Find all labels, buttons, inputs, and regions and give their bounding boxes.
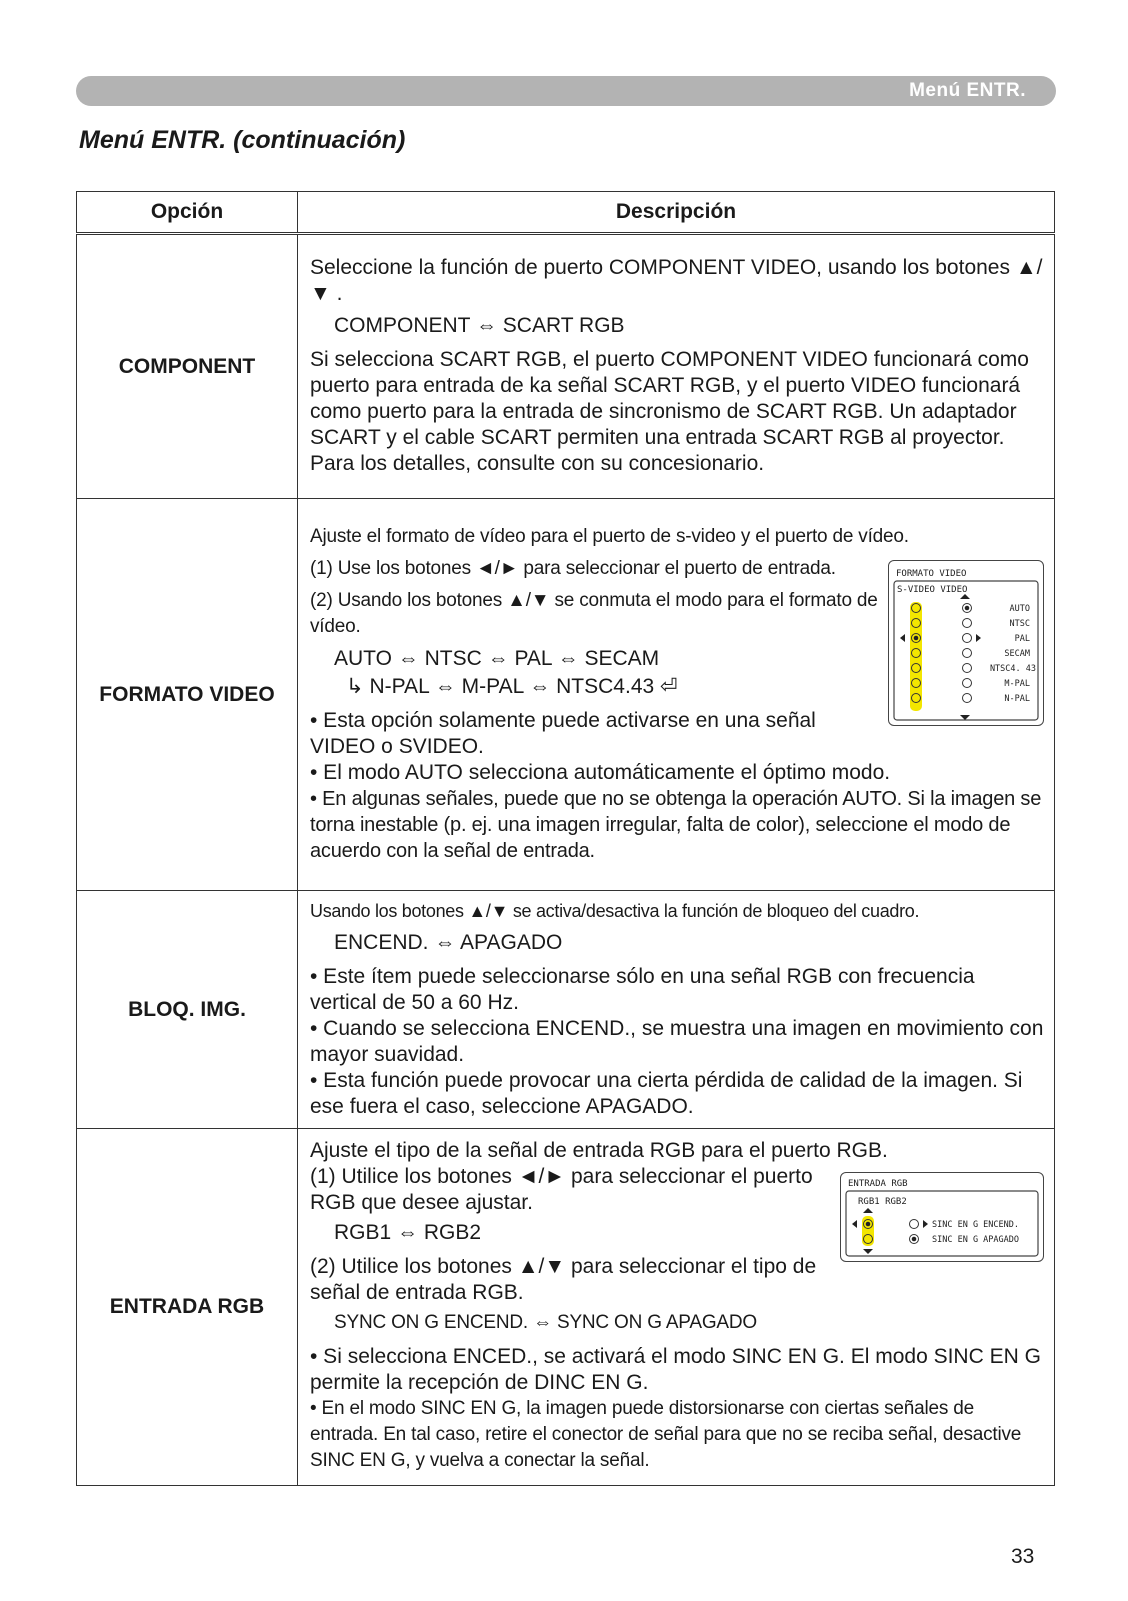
osd-title: FORMATO VIDEO [896, 568, 967, 579]
osd-right-arrow-icon [976, 634, 981, 642]
table-row-component [77, 234, 1055, 499]
page-number: 33 [1011, 1545, 1035, 1568]
component-intro: Seleccione la función de puerto COMPONENT VIDEO, usando los botones ▲/▼ . [310, 255, 1043, 305]
osd-video-selected [965, 605, 970, 610]
formato-video-osd-menu [888, 560, 1044, 726]
description-bloq-img [298, 891, 1055, 1129]
formato-note3: • En algunas señales, puede que no se obtenga la operación AUTO. Si la imagen se torna inestable (p. ej. una imagen irregular, falta de color), seleccione el modo de acuerdo con la señal de entrada. [310, 787, 1042, 862]
formato-step2: (2) Usando los botones ▲/▼ se conmuta el modo para el formato de vídeo. [310, 589, 878, 637]
entrada-rgb-osd-menu [840, 1172, 1044, 1262]
description-component [298, 234, 1055, 499]
table-row-entrada-rgb [77, 1129, 1055, 1486]
entrada-rgb-osd-graphic [844, 1176, 1040, 1258]
rgb-osd-option: SINC EN G APAGADO [932, 1235, 1019, 1245]
rgb-osd-option: SINC EN G ENCEND. [932, 1220, 1019, 1230]
rgb-osd-down-arrow-icon [863, 1249, 873, 1254]
bloq-intro: Usando los botones ▲/▼ se activa/desactiva la función de bloqueo del cuadro. [310, 900, 920, 921]
rgb-note1: • Si selecciona ENCED., se activará el modo SINC EN G. El modo SINC EN G permite la recepción de DINC EN G. [310, 1345, 1041, 1394]
rgb-intro: Ajuste el tipo de la señal de entrada RGB para el puerto RGB. [310, 1139, 888, 1162]
wrap-start-arrow-icon: ↳ [346, 674, 364, 698]
description-entrada-rgb [298, 1129, 1055, 1486]
osd-left-arrow-icon [900, 634, 905, 642]
rgb-osd-left-arrow-icon [852, 1220, 857, 1228]
bloq-note1: • Este ítem puede seleccionarse sólo en una señal RGB con frecuencia vertical de 50 a 60 Hz. [310, 964, 975, 1014]
column-header-description: Descripción [298, 192, 1055, 234]
osd-option: PAL [1014, 633, 1030, 644]
option-entrada-rgb: ENTRADA RGB [77, 1129, 298, 1486]
formato-video-osd-graphic [892, 564, 1040, 722]
wrap-return-arrow-icon: ⏎ [660, 674, 678, 698]
rgb1-selected [866, 1222, 871, 1227]
osd-option: N-PAL [1004, 693, 1030, 704]
formato-note2: • El modo AUTO selecciona automáticamente el óptimo modo. [310, 760, 891, 784]
osd-option: AUTO [1009, 603, 1030, 614]
section-header-bar [76, 76, 1056, 106]
section-label: Menú ENTR. [909, 80, 1026, 101]
component-body: Si selecciona SCART RGB, el puerto COMPONENT VIDEO funcionará como puerto para entrada de ka señal SCART RGB, y el puerto VIDEO funcionará como puerto para la entrada de sincronismo de SCART RGB. Un adaptador SCART y el cable SCART permiten una entrada SCART RGB al proyector. Para los detalles, consulte con su concesionario. [310, 347, 1029, 475]
osd-option: SECAM [1004, 648, 1030, 659]
rgb-osd-columns: RGB1 RGB2 [858, 1197, 907, 1207]
rgb-osd-up-arrow-icon [863, 1208, 873, 1213]
osd-option: NTSC [1009, 618, 1030, 629]
rgb-step1: (1) Utilice los botones ◄/► para seleccionar el puerto RGB que desee ajustar. [310, 1165, 813, 1214]
component-sequence: COMPONENT ⇔ SCART RGB [334, 313, 625, 337]
rgb-osd-right-arrow-icon [923, 1220, 928, 1228]
osd-columns: S-VIDEO VIDEO [897, 584, 968, 595]
bloq-note3: • Esta función puede provocar una cierta pérdida de calidad de la imagen. Si ese fuera el caso, seleccione APAGADO. [310, 1068, 1023, 1118]
bloq-sequence: ENCEND. ⇔ APAGADO [334, 930, 563, 954]
rgb-note2: • En el modo SINC EN G, la imagen puede distorsionarse con ciertas señales de entrada. En tal caso, retire el conector de señal para que no se reciba señal, desactive SINC EN G, y vuelva a conectar la señal. [310, 1398, 1022, 1471]
page-title: Menú ENTR. (continuación) [79, 126, 406, 154]
option-component: COMPONENT [77, 234, 298, 499]
option-bloq-img: BLOQ. IMG. [77, 891, 298, 1129]
osd-option: NTSC4. 43 [989, 663, 1036, 674]
rgb-osd-title: ENTRADA RGB [848, 1179, 908, 1189]
option-formato-video: FORMATO VIDEO [77, 499, 298, 891]
column-header-option: Opción [77, 192, 298, 234]
rgb2-selected [912, 1237, 917, 1242]
rgb-sequence1: RGB1 ⇔ RGB2 [334, 1221, 482, 1244]
formato-intro: Ajuste el formato de vídeo para el puerto de s-video y el puerto de vídeo. [310, 525, 909, 547]
formato-sequence-line1: AUTO ⇔ NTSC ⇔ PAL ⇔ SECAM [334, 646, 660, 670]
rgb-step2: (2) Utilice los botones ▲/▼ para seleccionar el tipo de señal de entrada RGB. [310, 1255, 817, 1304]
formato-note1: • Esta opción solamente puede activarse en una señal VIDEO o SVIDEO. [310, 708, 816, 758]
table-row-formato-video [77, 499, 1055, 891]
description-formato-video [298, 499, 1055, 891]
osd-option: M-PAL [1004, 678, 1030, 689]
osd-down-arrow-icon [960, 715, 970, 720]
bloq-note2: • Cuando se selecciona ENCEND., se muestra una imagen en movimiento con mayor suavidad. [310, 1016, 1044, 1066]
rgb-sequence2: SYNC ON G ENCEND. ⇔ SYNC ON G APAGADO [334, 1312, 757, 1333]
options-table [76, 191, 1055, 1486]
table-row-bloq-img [77, 891, 1055, 1129]
formato-step1: (1) Use los botones ◄/► para seleccionar el puerto de entrada. [310, 557, 836, 579]
osd-svideo-selected [914, 635, 919, 640]
formato-sequence-line2: N-PAL ⇔ M-PAL ⇔ NTSC4.43 [369, 674, 655, 698]
